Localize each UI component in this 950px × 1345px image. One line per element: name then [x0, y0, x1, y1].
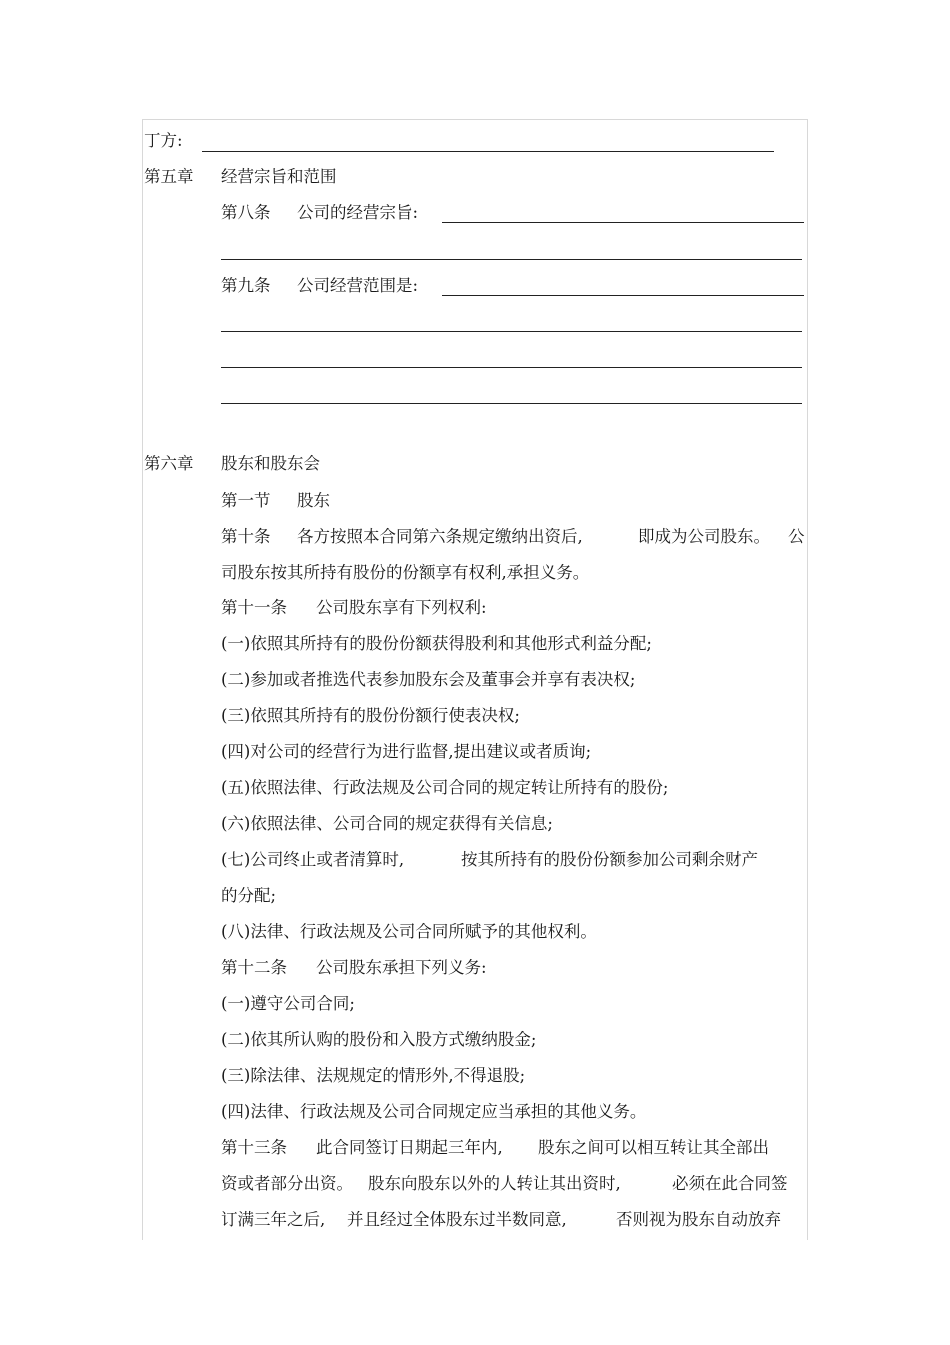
- article9-blank: [442, 295, 804, 296]
- article10-text: 即成为公司股东。: [638, 527, 770, 546]
- list-item: 的分配;: [221, 886, 277, 905]
- chapter6-title: 股东和股东会: [221, 454, 320, 473]
- article11-text: 公司股东享有下列权利:: [316, 598, 487, 617]
- article13-text: 资或者部分出资。: [221, 1174, 353, 1193]
- article13-text: 此合同签订日期起三年内,: [316, 1138, 503, 1157]
- list-item: (四)法律、行政法规及公司合同规定应当承担的其他义务。: [221, 1102, 647, 1121]
- section1-title: 股东: [297, 491, 330, 510]
- list-item: (二)参加或者推选代表参加股东会及董事会并享有表决权;: [221, 670, 636, 689]
- article12-text: 公司股东承担下列义务:: [316, 958, 487, 977]
- list-item: (二)依其所认购的股份和入股方式缴纳股金;: [221, 1030, 537, 1049]
- article10-number: 第十条: [221, 527, 271, 546]
- list-item: (六)依照法律、公司合同的规定获得有关信息;: [221, 814, 553, 833]
- section1-number: 第一节: [221, 491, 271, 510]
- list-item: (三)依照其所持有的股份份额行使表决权;: [221, 706, 520, 725]
- article9-number: 第九条: [221, 276, 271, 295]
- chapter5-title: 经营宗旨和范围: [221, 167, 337, 186]
- article10-text: 各方按照本合同第六条规定缴纳出资后,: [297, 527, 583, 546]
- chapter5-number: 第五章: [144, 167, 194, 186]
- article8-number: 第八条: [221, 203, 271, 222]
- article13-text: 股东向股东以外的人转让其出资时,: [368, 1174, 621, 1193]
- list-item: (四)对公司的经营行为进行监督,提出建议或者质询;: [221, 742, 592, 761]
- article13-text: 必须在此合同签: [672, 1174, 788, 1193]
- list-item: (七)公司终止或者清算时,: [221, 850, 405, 869]
- list-item: (三)除法律、法规规定的情形外,不得退股;: [221, 1066, 526, 1085]
- article8-text: 公司的经营宗旨:: [297, 203, 419, 222]
- article9-blank-line: [221, 403, 802, 404]
- article13-number: 第十三条: [221, 1138, 287, 1157]
- article13-text: 股东之间可以相互转让其全部出: [538, 1138, 769, 1157]
- article10-text: 司股东按其所持有股份的份额享有权利,承担义务。: [221, 563, 590, 582]
- list-item: (八)法律、行政法规及公司合同所赋予的其他权利。: [221, 922, 597, 941]
- list-item: (一)依照其所持有的股份份额获得股利和其他形式利益分配;: [221, 634, 652, 653]
- list-item: (一)遵守公司合同;: [221, 994, 355, 1013]
- list-item: 按其所持有的股份份额参加公司剩余财产: [461, 850, 758, 869]
- article10-text: 公: [788, 527, 805, 546]
- party-ding-label: 丁方:: [144, 131, 183, 150]
- article8-blank: [442, 222, 804, 223]
- chapter6-number: 第六章: [144, 454, 194, 473]
- party-ding-blank: [202, 151, 774, 152]
- article11-number: 第十一条: [221, 598, 287, 617]
- list-item: (五)依照法律、行政法规及公司合同的规定转让所持有的股份;: [221, 778, 669, 797]
- article12-number: 第十二条: [221, 958, 287, 977]
- article8-blank-line: [221, 259, 802, 260]
- article9-blank-line: [221, 367, 802, 368]
- article9-text: 公司经营范围是:: [297, 276, 419, 295]
- article13-text: 否则视为股东自动放弃: [616, 1210, 781, 1229]
- article9-blank-line: [221, 331, 802, 332]
- article13-text: 订满三年之后,: [221, 1210, 326, 1229]
- article13-text: 并且经过全体股东过半数同意,: [347, 1210, 567, 1229]
